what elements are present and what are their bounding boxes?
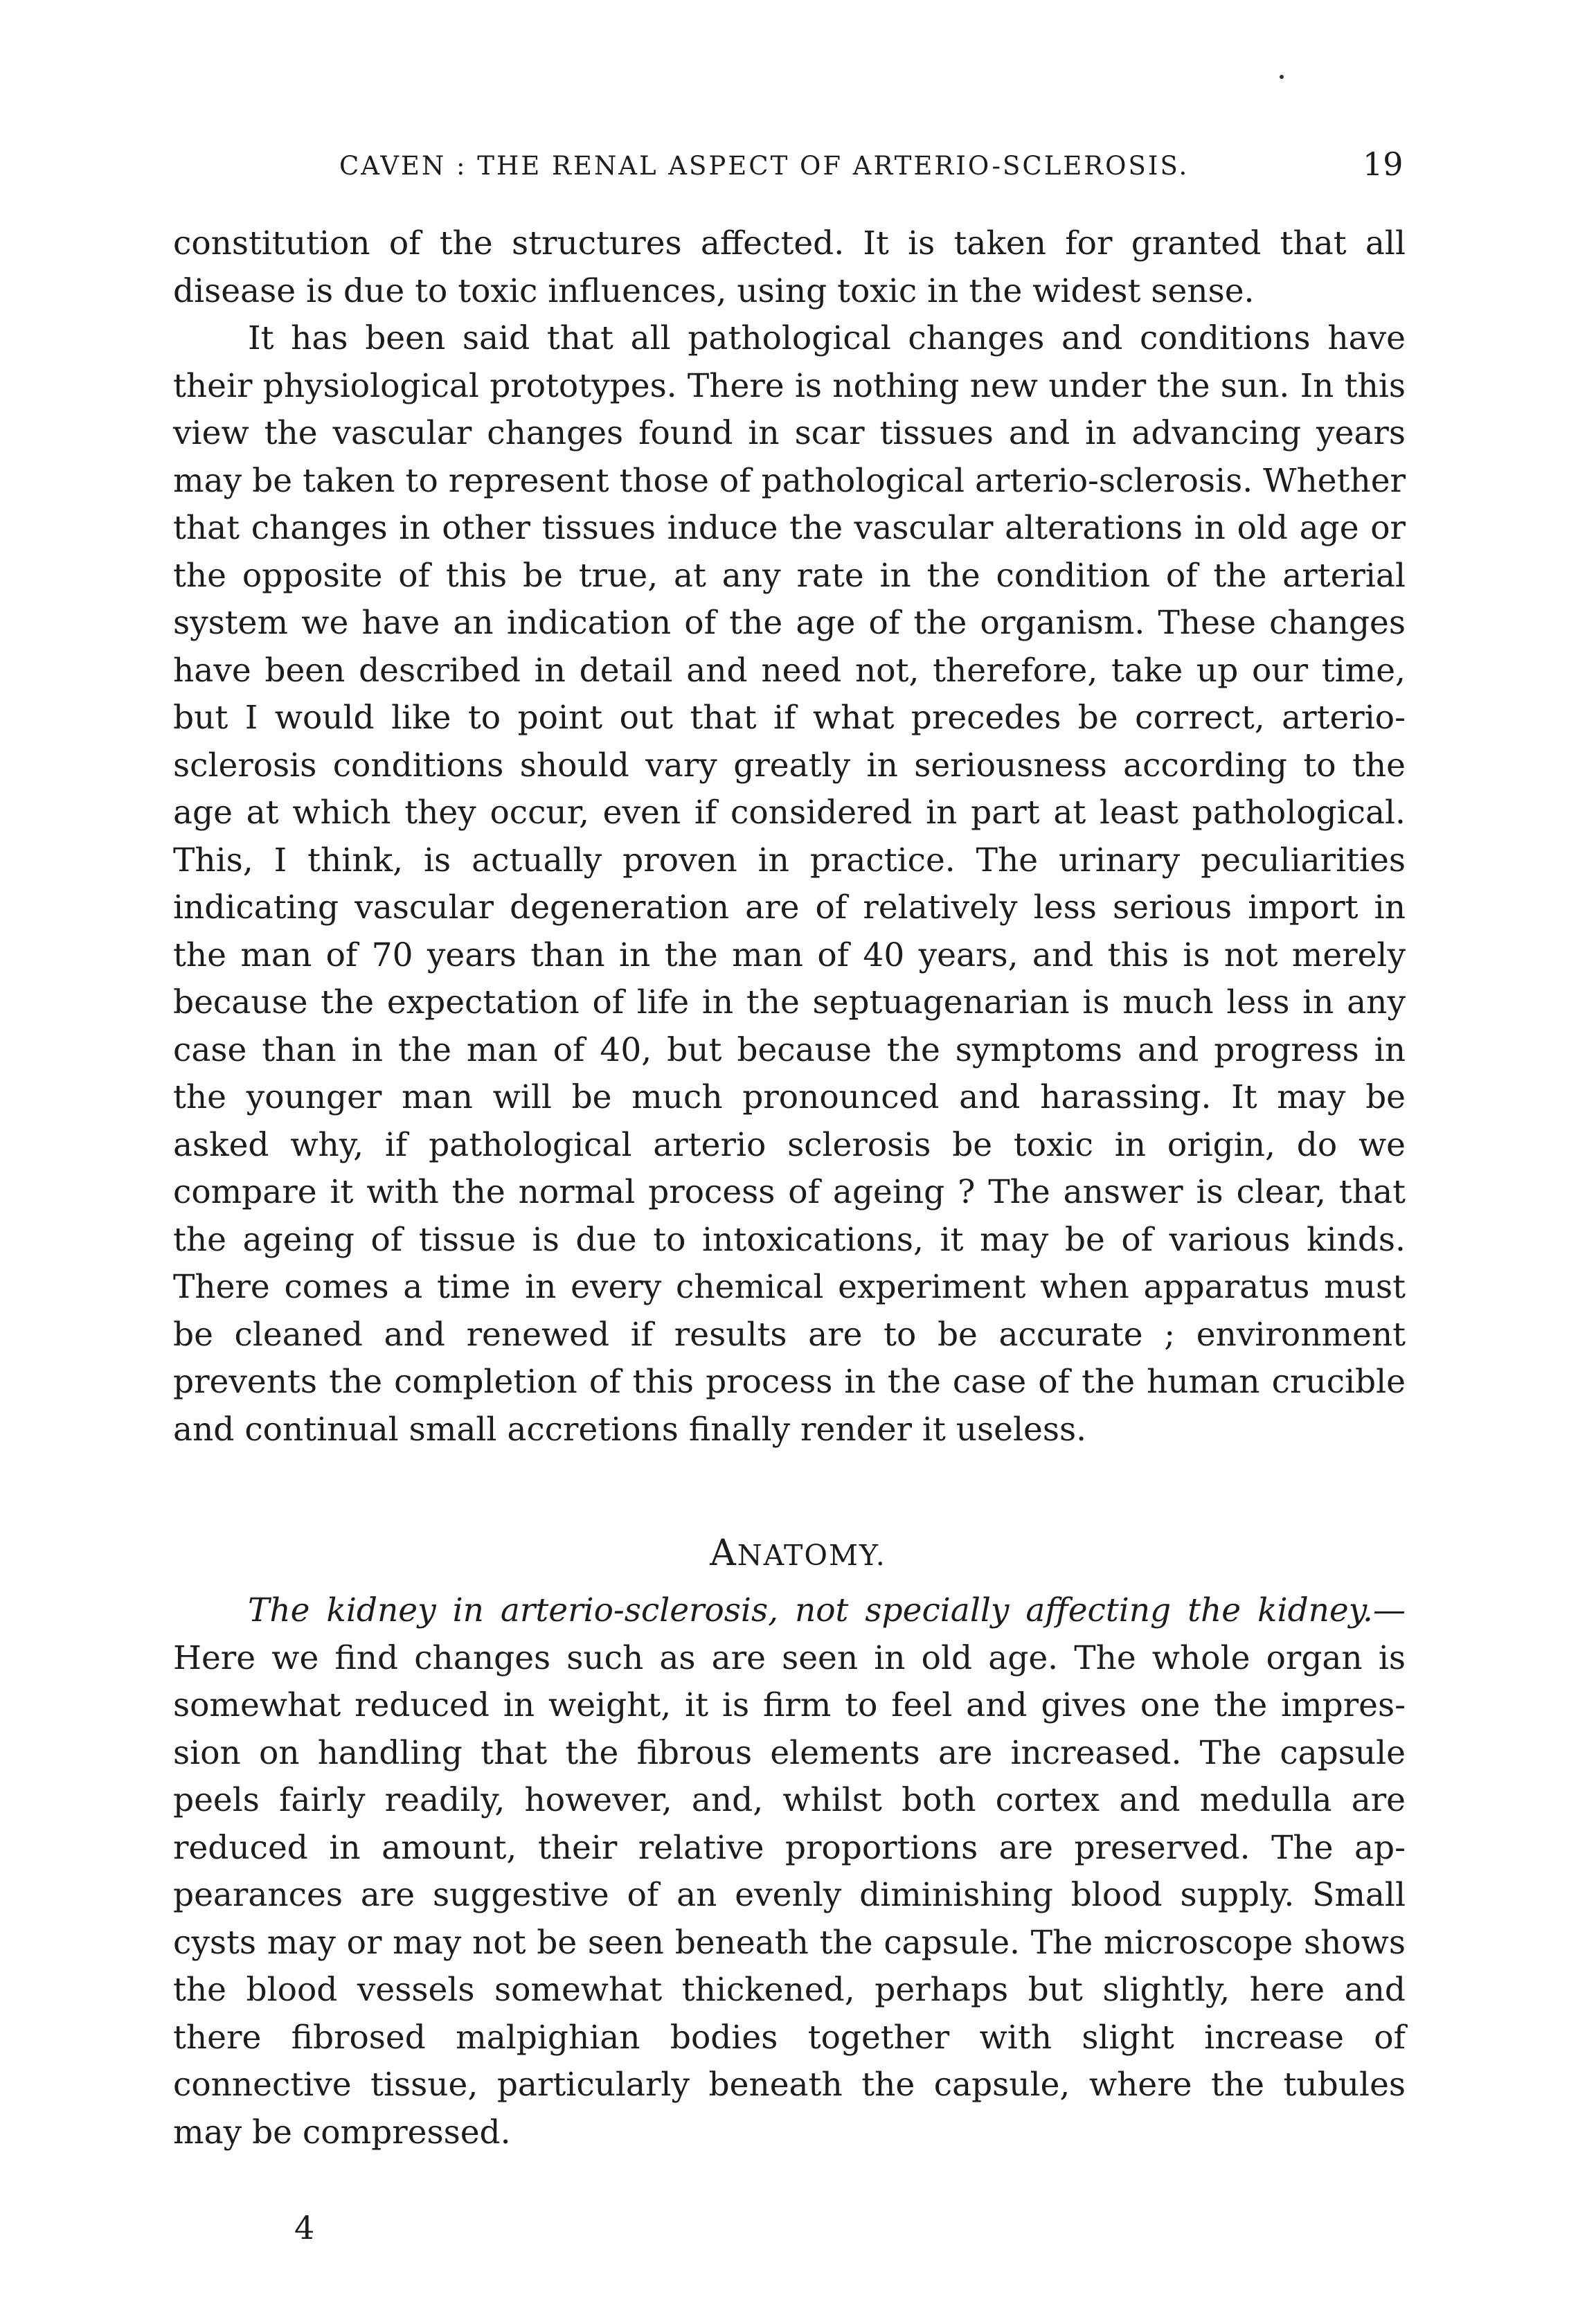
body-text-upper <box>173 220 1406 1454</box>
body-text-lower <box>173 1587 1406 2156</box>
section-heading-rest: NATOMY. <box>737 1539 886 1572</box>
section-heading-initial: A <box>710 1532 737 1574</box>
paragraph-prototypes: It has been said that all pathological changes and conditions have their physiological prototypes. There is nothing new under the sun. In this view the vascular changes found in scar tissues and in advancing years may be taken to represent those of pathological arterio-sclerosis. Whether that changes in other tissues induce the vascular alterations in old age or the opposite of this be true, at any rate in the condition of the arterial system we have an indication of the age of the organism. These changes have been described in detail and need not, therefore, take up our time, but I would like to point out that if what precedes be correct, arterio-sclerosis conditions should vary greatly in seriousness according to the age at which they occur, even if considered in part at least pathological. This, I think, is actually proven in practice. The urinary peculiarities indicating vascular degeneration are of relatively less serious import in the man of 70 years than in the man of 40 years, and this is not merely because the expectation of life in the septuagenarian is much less in any case than in the man of 40, but because the symptoms and progress in the younger man will be much pronounced and harassing. It may be asked why, if pathological arterio sclerosis be toxic in origin, do we compare it with the normal process of ageing ? The answer is clear, that the ageing of tissue is due to intoxications, it may be of various kinds. There comes a time in every chemical experiment when apparatus must be cleaned and renewed if results are to be accurate ; environment prevents the completion of this process in the case of the human crucible and continual small accretions finally render it useless. <box>173 319 1406 1449</box>
paragraph-kidney-text: Here we find changes such as are seen in old age. The whole organ is somewhat reduced in weight, it is firm to feel and gives one the impression on handling that the fibrous elements are increased. The capsule peels fairly readily, however, and, whilst both cortex and medulla are reduced in amount, their relative proportions are preserved. The appearances are suggestive of an evenly diminishing blood supply. Small cysts may or may not be seen beneath the capsule. The microscope shows the blood vessels somewhat thickened, perhaps but slightly, here and there fibrosed malpighian bodies together with slight increase of connective tissue, particularly beneath the capsule, where the tubules may be compressed. <box>173 1638 1406 2152</box>
paragraph-continuation: constitution of the structures affected. It is taken for granted that all disease is due to toxic influences, using toxic in the widest sense. <box>173 224 1406 310</box>
paragraph-kidney <box>173 1587 1406 2156</box>
page-number: 19 <box>1363 145 1404 183</box>
ink-speck <box>1280 75 1284 79</box>
subheading-kidney: The kidney in arterio-sclerosis, not specially affecting the kidney.— <box>248 1591 1406 1629</box>
signature-mark: 4 <box>294 2209 315 2246</box>
running-head: CAVEN : THE RENAL ASPECT OF ARTERIO-SCLEROSIS. <box>339 151 1190 181</box>
section-heading-anatomy <box>0 1532 1596 1574</box>
